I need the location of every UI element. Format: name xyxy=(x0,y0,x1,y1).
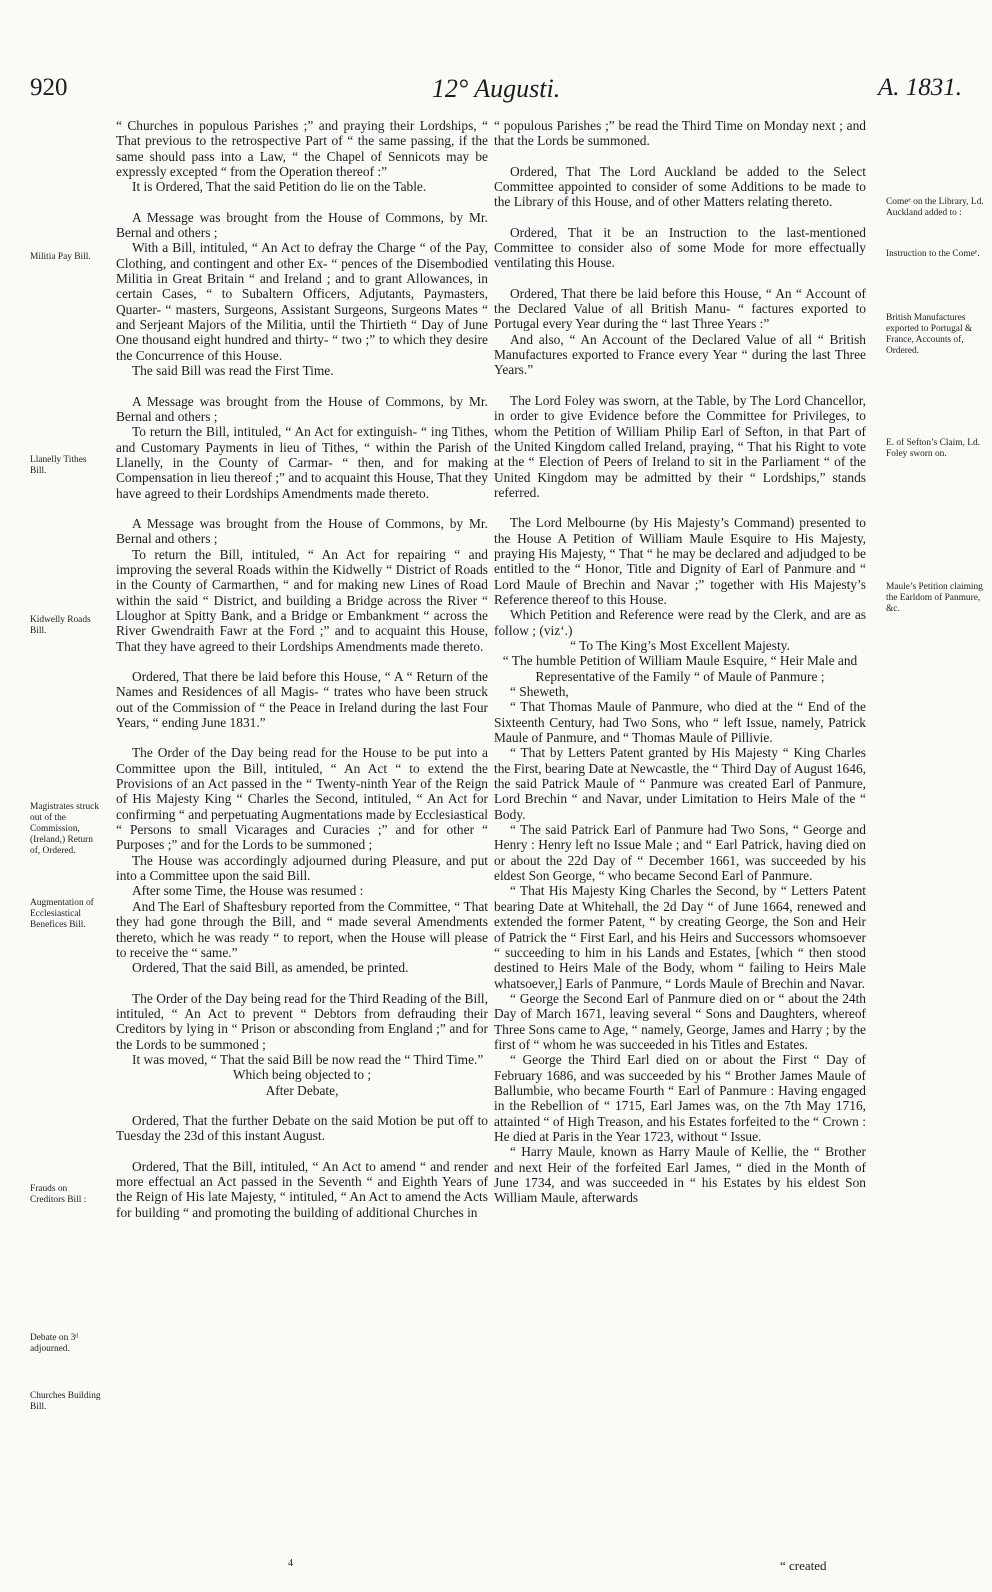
margin-note: Kidwelly Roads Bill. xyxy=(30,615,91,636)
paragraph: After Debate, xyxy=(265,1082,339,1098)
section-break xyxy=(116,1098,488,1113)
section-break xyxy=(116,379,488,394)
margin-note: E. of Sefton’s Claim, Ld. Foley sworn on. xyxy=(886,438,981,459)
section-break xyxy=(494,271,866,286)
paragraph: And The Earl of Shaftesbury reported from the Committee, “ That they had gone through the Bill, and “ made several Amendments thereto, which he was ready “ to report, when the House will please to receive the “ same.” xyxy=(116,898,488,960)
paragraph: “ Churches in populous Parishes ;” and praying their Lordships, “ That previous to the retrospective Part of “ the same passing, if the same should pass into a Law, “ the Chapel of Sennicots may be expressly excepted “ from the Operation thereof :” xyxy=(116,118,488,180)
paragraph: To return the Bill, intituled, “ An Act for repairing “ and improving the several Roads within the Kidwelly “ District of Roads in the County of Carmarthen, “ and for making new Lines of Road within the said “ District, and building a Bridge across the River “ Lloughor at Spitty Bank, and a Bridge or Embankment “ across the River Gwendraith Fawr at the Ford ;” and to acquaint this House, That they have agreed to their Lordships Amendments made thereto. xyxy=(116,546,488,654)
catchword: “ created xyxy=(780,1558,827,1573)
paragraph: “ That by Letters Patent granted by His Majesty “ King Charles the First, bearing Date at Newcastle, the “ Third Day of August 1646, the said Patrick Maule of “ Panmure was created Earl of Panmure, Lord Brechin “ and Navar, under Limitation to Heirs Male of the “ Body. xyxy=(494,745,866,822)
right-column xyxy=(494,118,866,1206)
section-break xyxy=(116,976,488,991)
margin-note: Augmentation of Ecclesiastical Benefices Bill. xyxy=(30,898,94,930)
section-break xyxy=(494,500,866,515)
paragraph: “ To The King’s Most Excellent Majesty. xyxy=(570,637,790,653)
page-year: A. 1831. xyxy=(877,74,962,101)
paragraph: The Order of the Day being read for the Third Reading of the Bill, intituled, “ An Act to prevent “ Debtors from defrauding their Creditors by lying in “ Prison or absconding from England ;” and for the Lords to be summoned ; xyxy=(116,990,488,1052)
margin-note: Llanelly Tithes Bill. xyxy=(30,455,87,476)
margin-note: Debate on 3ᵈ adjourned. xyxy=(30,1333,79,1354)
paragraph: The Lord Foley was sworn, at the Table, by The Lord Chancellor, in order to give Evidence before the Committee for Privileges, to whom the Petition of William Philip Earl of Sefton, in that Part of the United Kingdom called Ireland, praying, “ That his Right to vote at the “ Election of Peers of Ireland to sit in the Parliament “ of the United Kingdom may be admitted by their “ Lordships,” stands referred. xyxy=(494,392,866,500)
page-header xyxy=(30,74,962,110)
paragraph: “ George the Third Earl died on or about the First “ Day of February 1686, and was succeeded by his “ Brother James Maule of Ballumbie, who became Fourth “ Earl of Panmure : Having engaged in the Rebellion of “ 1715, Earl James was, on the 7th May 1716, attainted “ of High Treason, and his Estates forfeited to the “ Crown : He died at Paris in the Year 1723, without “ Issue. xyxy=(494,1052,866,1144)
paragraph: The said Bill was read the First Time. xyxy=(132,363,334,379)
paragraph: A Message was brought from the House of Commons, by Mr. Bernal and others ; xyxy=(116,515,488,547)
section-break xyxy=(116,654,488,669)
paragraph: Ordered, That it be an Instruction to the last-mentioned Committee to consider also of some Mode for more effectually ventilating this House. xyxy=(494,224,866,271)
paragraph: It is Ordered, That the said Petition do lie on the Table. xyxy=(132,179,427,195)
paragraph: “ The humble Petition of William Maule Esquire, “ Heir Male and Representative of the Family “ of Maule of Panmure ; xyxy=(502,653,858,684)
section-break xyxy=(116,501,488,516)
left-column xyxy=(116,118,488,1220)
margin-note: Magistrates struck out of the Commission, (Ireland,) Return of, Ordered. xyxy=(30,802,99,856)
paragraph: “ George the Second Earl of Panmure died on or “ about the 24th Day of March 1671, leaving several “ Sons and Daughters, whereof Three Sons came to Age, “ namely, George, James and Harry ; by the first of “ whom he was succeeded in his Titles and Estates. xyxy=(494,990,866,1052)
paragraph: Ordered, That the further Debate on the said Motion be put off to Tuesday the 23d of this instant August. xyxy=(116,1112,488,1144)
paragraph: “ That His Majesty King Charles the Second, by “ Letters Patent bearing Date at Whitehall, the 2d Day “ of June 1664, renewed and extended the former Patent, “ by creating George, the Son and Heir of Patrick the “ First Earl, and his Heirs and Successors whomsoever “ succeeding to him in his Lands and Estates, [which “ then stood destined to Heirs Male of the Body, whom “ failing to Heirs Male whatsoever,] Earls of Panmure, “ Lords Maule of Brechin and Navar. xyxy=(494,883,866,991)
paragraph: It was moved, “ That the said Bill be now read the “ Third Time.” xyxy=(132,1051,484,1067)
paragraph: Ordered, That there be laid before this House, “ An “ Account of the Declared Value of all British Manu- “ factures exported to Portugal every Year during the “ last Three Years :” xyxy=(494,285,866,332)
margin-note: Frauds on Creditors Bill : xyxy=(30,1184,87,1205)
paragraph: To return the Bill, intituled, “ An Act for extinguish- “ ing Tithes, and Customary Payments in lieu of Tithes, “ within the Parish of Llanelly, in the County of Carmar- “ then, and for making Compensation in lieu thereof ;” and to acquaint this House, That they have agreed to their Lordships Amendments made thereto. xyxy=(116,424,488,501)
paragraph: Ordered, That the Bill, intituled, “ An Act to amend “ and render more effectual an Act passed in the Seventh “ and Eighth Years of the Reign of His late Majesty, “ intituled, “ An Act to amend the Acts for building “ and promoting the building of additional Churches in xyxy=(116,1158,488,1220)
paragraph: “ populous Parishes ;” be read the Third Time on Monday next ; and that the Lords be summoned. xyxy=(494,118,866,149)
section-break xyxy=(494,378,866,393)
section-break xyxy=(116,195,488,210)
paragraph: Ordered, That The Lord Auckland be added to the Select Committee appointed to consider of some Additions to be made to the Library of this House, and of other Matters relating thereto. xyxy=(494,163,866,210)
margin-note: Maule’s Petition claiming the Earldom of Panmure, &c. xyxy=(886,582,983,614)
paragraph: After some Time, the House was resumed : xyxy=(132,883,364,899)
paragraph: “ Harry Maule, known as Harry Maule of Kellie, the “ Brother and next Heir of the forfeited Earl James, “ died in the Month of June 1734, and was succeeded in “ his Estates by his eldest Son William Maule, afterwards xyxy=(494,1144,866,1206)
paragraph: Ordered, That there be laid before this House, “ A “ Return of the Names and Residences of all Magis- “ trates who have been struck out of the Commission of “ the Peace in Ireland during the last Four Years, “ ending June 1831.” xyxy=(116,669,488,731)
paragraph: The Order of the Day being read for the House to be put into a Committee upon the Bill, intituled, “ An Act “ to extend the Provisions of an Act passed in the “ Twenty-ninth Year of the Reign of His Majesty King “ Charles the Second, intituled, “ An Act for confirming “ and perpetuating Augmentations made by Ecclesiastical “ Persons to small Vicarages and Curacies ;” and for other “ Purposes ;” and for the Lords to be summoned ; xyxy=(116,745,488,853)
paragraph: Which Petition and Reference were read by the Clerk, and are as follow ; (viz‘.) xyxy=(494,607,866,638)
page-date: 12° Augusti. xyxy=(431,74,561,103)
margin-note: Comeᵉ on the Library, Ld. Auckland added to : xyxy=(886,197,984,218)
margin-note: Churches Building Bill. xyxy=(30,1391,101,1412)
section-break xyxy=(116,1144,488,1159)
paragraph: With a Bill, intituled, “ An Act to defray the Charge “ of the Pay, Clothing, and contingent and other Ex- “ pences of the Disembodied Militia in Great Britain “ and Ireland ; and to grant Allowances, in certain Cases, “ to Subaltern Officers, Adjutants, Paymasters, Quarter- “ masters, Surgeons, Assistant Surgeons, Surgeons Mates “ and Serjeant Majors of the Militia, until the Thirtieth “ Day of June One thousand eight hundred and thirty- “ two ;” to which they desire the Concurrence of this House. xyxy=(116,240,488,363)
paragraph: The Lord Melbourne (by His Majesty’s Command) presented to the House A Petition of William Maule Esquire to His Majesty, praying His Majesty, “ That “ he may be declared and adjudged to be entitled to the “ Honor, Title and Dignity of Earl of Panmure and “ Lord Maule of Brechin and Navar ;” together with His Majesty’s Reference thereof to this House. xyxy=(494,515,866,607)
paragraph: The House was accordingly adjourned during Pleasure, and put into a Committee upon the said Bill. xyxy=(116,852,488,884)
paragraph: “ That Thomas Maule of Panmure, who died at the “ End of the Sixteenth Century, had Two Sons, who “ left Issue, namely, Patrick Maule of Panmure, and “ Thomas Maule of Pillivie. xyxy=(494,699,866,746)
paragraph: A Message was brought from the House of Commons, by Mr. Bernal and others ; xyxy=(116,393,488,424)
paragraph: And also, “ An Account of the Declared Value of all “ British Manufactures exported to France every Year “ during the last Three Years.” xyxy=(494,331,866,378)
margin-note: Instruction to the Comeᵉ. xyxy=(886,249,980,259)
section-break xyxy=(116,730,488,745)
paragraph: Ordered, That the said Bill, as amended, be printed. xyxy=(132,960,409,976)
margin-note: British Manufactures exported to Portugal & France, Accounts of, Ordered. xyxy=(886,313,973,356)
page-number: 920 xyxy=(30,74,68,101)
paragraph: A Message was brought from the House of Commons, by Mr. Bernal and others ; xyxy=(116,209,488,241)
paragraph: “ Sheweth, xyxy=(510,684,569,699)
paragraph: “ The said Patrick Earl of Panmure had Two Sons, “ George and Henry : Henry left no Issue Male ; and “ Earl Patrick, having died on or about the 22d Day of “ December 1661, was succeeded by his eldest Son George, “ who became Second Earl of Panmure. xyxy=(494,822,866,884)
section-break xyxy=(494,210,866,225)
signature-mark: 4 xyxy=(288,1558,293,1569)
margin-note: Militia Pay Bill. xyxy=(30,252,91,262)
paragraph: Which being objected to ; xyxy=(232,1067,372,1083)
section-break xyxy=(494,149,866,164)
